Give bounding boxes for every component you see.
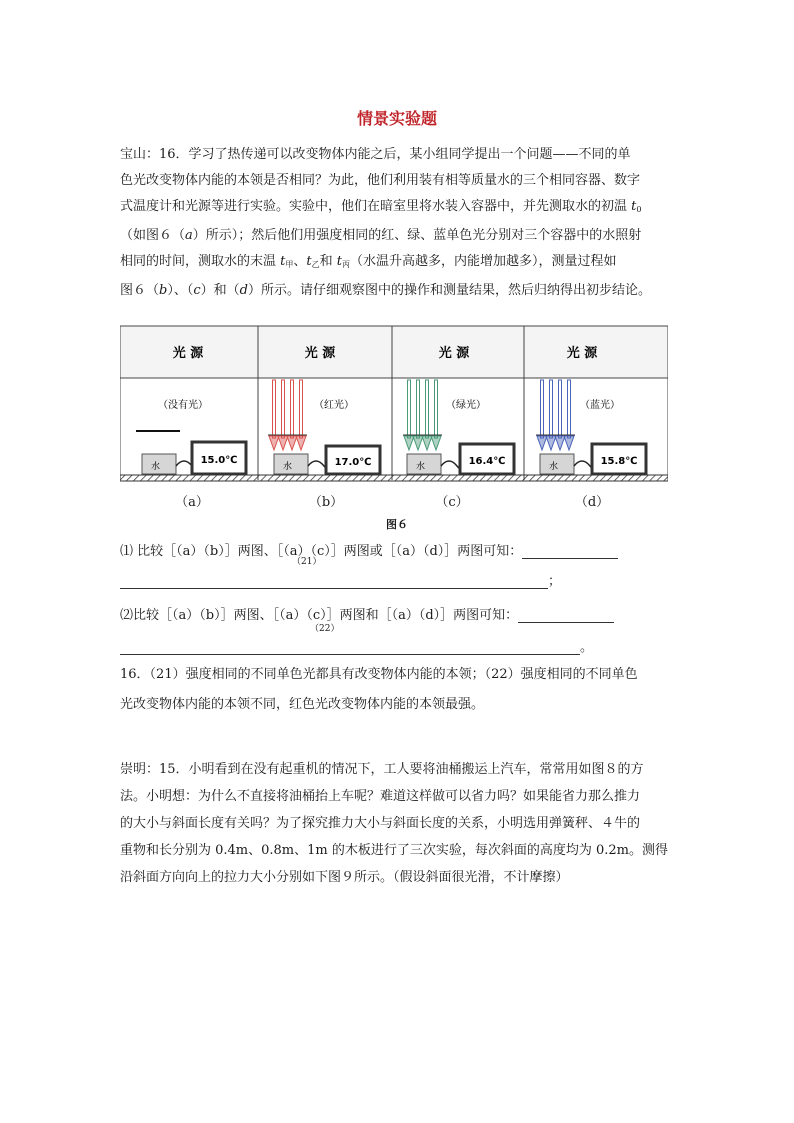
letter-b: （b）: [308, 495, 344, 510]
thermometer-reading-a: 15.0℃: [200, 455, 238, 466]
question-1-line-2: ；: [120, 570, 561, 589]
red-beam-2: [282, 380, 285, 438]
svg-text:水: 水: [549, 462, 559, 472]
svg-text:水: 水: [151, 462, 161, 472]
svg-text:水: 水: [283, 462, 293, 472]
container-a: [142, 442, 246, 474]
green-beam-3: [426, 380, 429, 438]
answer-blank-21b[interactable]: [120, 588, 548, 589]
green-beam-2: [417, 380, 420, 438]
question-16-text: [120, 142, 680, 304]
blue-beam-arrow-4: [564, 436, 574, 450]
green-beam-arrow-1: [404, 436, 414, 450]
q15-line-5: 沿斜面方向向上的拉力大小分别如下图９所示。（假设斜面很光滑，不计摩擦）: [120, 870, 569, 885]
red-beam-4: [300, 380, 303, 438]
q16-line-6: 图６（b）、（c）和（d）所示。请仔细观察图中的操作和测量结果，然后归纳得出初步结论。: [120, 283, 651, 298]
q15-line-1: 崇明：15．小明看到在没有起重机的情况下，工人要将油桶搬运上汽车，常常用如图８的方: [120, 762, 644, 777]
green-light-beams: [403, 380, 442, 450]
blue-beam-arrow-2: [546, 436, 556, 450]
q16-line-5: 相同的时间，测取水的末温 $t_甲$、$t_乙$和 $t_丙$（水温升高越多，内能增加越多），测量过程如: [120, 254, 617, 269]
answer-16: [120, 662, 680, 722]
blank-marker-21: （21）: [292, 557, 322, 567]
container-c: [407, 444, 514, 474]
answer-blank-22a[interactable]: [518, 622, 614, 623]
red-beam-1: [273, 380, 276, 438]
light-source-header-c: 光 源: [438, 346, 470, 361]
green-beam-4: [435, 380, 438, 438]
red-beam-arrow-4: [296, 436, 306, 450]
letter-d: （d）: [574, 495, 610, 510]
light-source-header-b: 光 源: [304, 346, 336, 361]
blue-beam-3: [559, 380, 562, 438]
panel-label-d: （蓝光）: [580, 400, 620, 411]
question-15-text: [120, 756, 680, 891]
q16-line-1: 宝山：16．学习了热传递可以改变物体内能之后，某小组同学提出一个问题——不同的单: [120, 147, 631, 162]
green-beam-arrow-4: [431, 436, 441, 450]
green-beam-arrow-2: [413, 436, 423, 450]
q16-line-4: （如图６（a）所示）；然后他们用强度相同的红、绿、蓝单色光分别对三个容器中的水照射: [120, 228, 642, 243]
red-light-beams: [268, 380, 307, 450]
thermometer-reading-b: 17.0℃: [334, 457, 372, 468]
q15-line-3: 的大小与斜面长度有关吗？为了探究推力大小与斜面长度的关系，小明选用弹簧秤、４牛的: [120, 816, 641, 831]
ground: [120, 475, 668, 481]
svg-text:水: 水: [416, 462, 426, 472]
letter-c: （c）: [435, 495, 469, 510]
red-beam-arrow-3: [287, 436, 297, 450]
thermometer-reading-c: 16.4℃: [468, 456, 506, 467]
red-beam-arrow-2: [278, 436, 288, 450]
container-d: [540, 444, 646, 474]
panel-label-c: （绿光）: [446, 400, 486, 411]
q16-line-2: 色光改变物体内能的本领是否相同？为此，他们利用装有相等质量水的三个相同容器、数字: [120, 173, 641, 188]
answer-blank-22b[interactable]: [120, 654, 580, 655]
green-beam-1: [408, 380, 411, 438]
question-1: ⑴ 比较［（a）（b）］两图、［（a）（c）］两图或［（a）（d）］两图可知：: [120, 540, 618, 559]
q15-line-4: 重物和长分别为 0.4m、0.8m、1m 的木板进行了三次实验，每次斜面的高度均为 0.2m。测得: [120, 843, 668, 858]
q16-line-3: 式温度计和光源等进行实验。实验中，他们在暗室里将水装入容器中，并先测取水的初温 $t_0$: [120, 199, 642, 214]
letter-a: （a）: [175, 495, 209, 510]
answer-blank-21a[interactable]: [522, 558, 618, 559]
panel-label-b: （红光）: [314, 400, 354, 411]
figure-letters: [120, 491, 668, 511]
thermometer-reading-d: 15.8℃: [600, 456, 638, 467]
green-beam-arrow-3: [422, 436, 432, 450]
red-beam-arrow-1: [269, 436, 279, 450]
red-beam-3: [291, 380, 294, 438]
page-title: 情景实验题: [356, 109, 437, 128]
question-2: ⑵比较［（a）（b）］两图、［（a）（c）］两图和［（a）（d）］两图可知：: [120, 604, 614, 623]
blue-beam-4: [568, 380, 571, 438]
blue-beam-2: [550, 380, 553, 438]
figure-caption: 图６: [386, 518, 408, 531]
container-b: [274, 446, 380, 474]
answer-line-1: 16．（21）强度相同的不同单色光都具有改变物体内能的本领；（22）强度相同的不同单色: [120, 667, 638, 682]
light-source-header-a: 光 源: [172, 346, 204, 361]
figure-6: [120, 324, 668, 484]
blue-beam-arrow-1: [537, 436, 547, 450]
blank-marker-22: （22）: [310, 624, 340, 634]
light-source-header-d: 光 源: [566, 346, 598, 361]
blue-light-beams: [536, 380, 575, 450]
question-2-line-2: 。: [120, 636, 593, 655]
blue-beam-1: [541, 380, 544, 438]
q15-line-2: 法。小明想：为什么不直接将油桶抬上车呢？难道这样做可以省力吗？如果能省力那么推力: [120, 789, 641, 804]
panel-label-a: （没有光）: [158, 400, 208, 411]
answer-line-2: 光改变物体内能的本领不同，红色光改变物体内能的本领最强。: [120, 697, 485, 712]
blue-beam-arrow-3: [555, 436, 565, 450]
